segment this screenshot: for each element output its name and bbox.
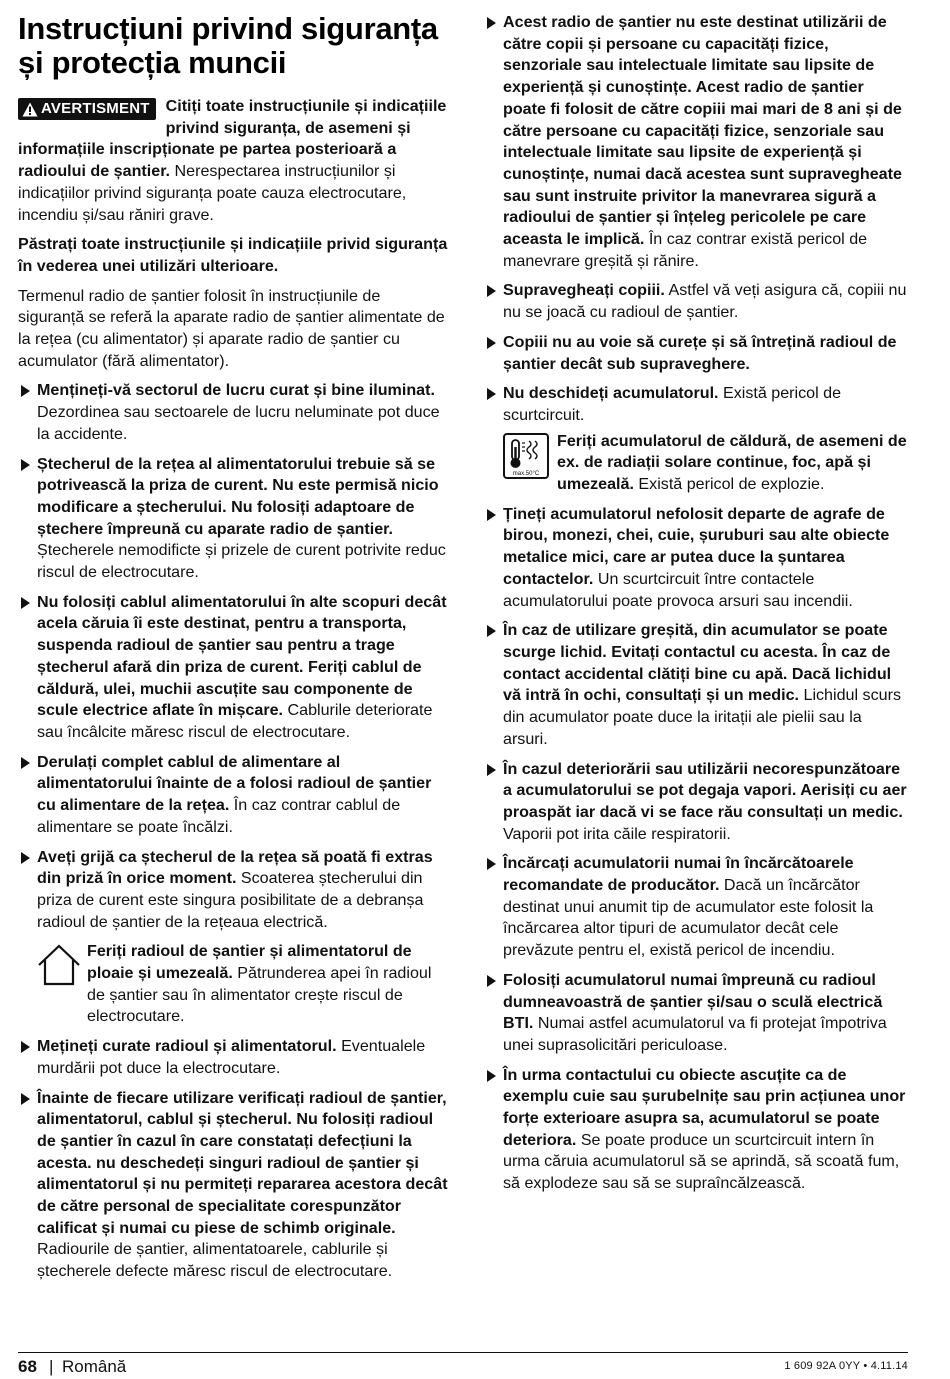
bullet-arrow-icon: [21, 597, 30, 609]
item-text: Eventualele murdării pot duce la electrocutare.: [37, 1037, 426, 1077]
item-bold: Nu deschideți acumulatorul.: [503, 384, 719, 403]
item-text: Radiourile de șantier, alimentatoarele, cablurile și ștecherele defecte măresc riscul de electrocutare.: [37, 1240, 393, 1281]
bullet-arrow-icon: [21, 385, 30, 397]
item-bold: Acest radio de șantier nu este destinat utilizării de către copii și persoane cu capacități fizice, senzoriale sau intelectuale limitate sau lipsite de experiență și cunoștințe. Acest radio de șantier poate fi folosit de către copiii mai mari de 8 ani și de către persoane cu capacități fizice, senzoriale sau intelectuale limitate sau lipsite de experiență și cunoștințe, numai dacă acestea sunt supravegheate sau sunt instruite privitor la manevrarea sigură a radioului de șantier și înțeleg pericolele pe care aceasta le implică.: [503, 13, 902, 249]
item-bold: Mențineți-vă sectorul de lucru curat și bine iluminat.: [37, 381, 435, 400]
bullet-arrow-icon: [21, 1093, 30, 1105]
warning-block: [18, 96, 448, 226]
bullet-arrow-icon: [21, 852, 30, 864]
rain-note-text: Pătrunderea apei în radioul de șantier sau în alimentator crește riscul de electrocutare.: [87, 964, 432, 1026]
warning-triangle-icon: [22, 102, 38, 117]
warning-badge: [18, 98, 156, 120]
item-text: Dezordinea sau sectoarele de lucru neluminate pot duce la accidente.: [37, 403, 440, 443]
house-icon: [37, 943, 81, 987]
bullet-arrow-icon: [487, 337, 496, 349]
list-item: [484, 1065, 908, 1195]
bullet-arrow-icon: [487, 975, 496, 987]
list-item: [484, 12, 908, 272]
page-footer: [18, 1352, 908, 1379]
item-bold: În urma contactului cu obiecte ascuțite ca de exemplu cuie sau șurubelnițe sau prin acțiunea unor forțe exterioare asupra sa, acumulatorul se poate deteriora.: [503, 1065, 906, 1149]
bullet-arrow-icon: [487, 17, 496, 29]
bullet-arrow-icon: [487, 388, 496, 400]
item-text: Astfel vă veți asigura că, copiii nu nu se joacă cu radioul de șantier.: [503, 281, 907, 322]
intro-text: Nerespectarea instrucțiunilor și indicațiilor privind siguranța poate cauza electrocutare, incendiu și/sau răniri grave.: [18, 162, 407, 224]
bullet-arrow-icon: [21, 1041, 30, 1053]
item-text: Ștecherele nemodificte și prizele de curent potrivite reduc riscul de electrocutare.: [37, 541, 446, 582]
item-bold: Copiii nu au voie să curețe și să întrețină radioul de șantier decât sub supraveghere.: [503, 332, 897, 373]
bullet-arrow-icon: [487, 509, 496, 521]
list-item: [18, 1088, 448, 1283]
keep-instructions-text: Păstrați toate instrucțiunile și indicațiile privid siguranța în vederea unei utilizări ulterioare.: [18, 235, 448, 275]
list-item: [18, 592, 448, 744]
item-bold: Folosiți acumulatorul numai împreună cu radioul dumneavoastră de șantier și/sau o sculă electrică BTI.: [503, 970, 883, 1033]
item-bold: Nu folosiți cablul alimentatorului în alte scopuri decât acela căruia îi este destinat, pentru a transporta, suspenda radioul de șantier sau pentru a trage ștecherul afară din priza de curent. Feriți cablul de căldură, ulei, muchii ascuțite sau componente de scule electrice aflate în mișcare.: [37, 592, 447, 720]
page-title: Instrucțiuni privind siguranța și protecția muncii: [18, 11, 438, 80]
footer-separator: |: [49, 1357, 54, 1376]
item-text: Cablurile deteriorate sau încâlcite măresc riscul de electrocutare.: [37, 701, 433, 741]
item-bold: Ștecherul de la rețea al alimentatorului trebuie să se potrivească la priza de curent. Nu este permisă nicio modificare a ștecherului. Nu folosiți adaptoare de ștechere împreună cu aparate radio de șantier.: [37, 454, 439, 538]
heat-note-text: Există pericol de explozie.: [633, 475, 825, 494]
list-item: [484, 332, 908, 375]
item-text: Se poate produce un scurtcircuit intern în urma căruia acumulatorul să se aprindă, să scoată fum, să explodeze sau să se supraîncălzească.: [503, 1130, 900, 1193]
page-number: 68: [18, 1357, 37, 1376]
list-item: [484, 759, 908, 846]
item-text: Scoaterea ștecherului din priza de curent este singura posibilitate de a debranșa radioul de șantier de la rețeaua electrică.: [37, 869, 424, 931]
footer-language: Română: [62, 1357, 127, 1376]
list-item: [484, 620, 908, 750]
item-bold: Încărcați acumulatorii numai în încărcătoarele recomandate de producător.: [503, 854, 854, 895]
list-item: [484, 504, 908, 613]
document-code: 1 609 92A 0YY • 4.11.14: [784, 1360, 908, 1372]
item-text: Numai astfel acumulatorul va fi protejat împotriva unei suprasolicitări periculoase.: [503, 1014, 887, 1054]
left-column: [18, 12, 448, 1291]
item-bold: În caz de utilizare greșită, din acumulator se poate scurge lichid. Evitați contactul cu acesta. În caz de contact accidental clătiți bine cu apă. Dacă lichidul vă intră în ochi, consultați și un medic.: [503, 621, 892, 705]
item-text: Un scurtcircuit între contactele acumulatorului poate provoca arsuri sau incendii.: [503, 569, 853, 610]
item-text: Dacă un încărcător destinat unui anumit tip de acumulator este folosit la încărcarea altor tipuri de acumulator decât cele prevăzute pentru el, există pericol de incendiu.: [503, 876, 874, 960]
item-text: În caz contrar există pericol de manevrare greșită și rănire.: [503, 230, 868, 270]
intro-bold: Citiți toate instrucțiunile și indicațiile privind siguranța, de asemeni și informațiile inscripționate pe partea posterioară a radioului de șantier.: [18, 97, 447, 181]
item-text: Există pericol de scurtcircuit.: [503, 384, 842, 424]
bullet-arrow-icon: [487, 1070, 496, 1082]
list-item: [484, 280, 908, 323]
rain-note-bold: Feriți radioul de șantier și alimentatorul de ploaie și umezeală.: [87, 942, 412, 983]
item-bold: Mețineți curate radioul și alimentatorul.: [37, 1037, 337, 1056]
bullet-arrow-icon: [21, 459, 30, 471]
item-bold: Înainte de fiecare utilizare verificați radioul de șantier, alimentatorul, cablul și ștecherul. Nu folosiți radioul de șantier în cazul în care constatați defecțiuni la acesta. nu deschedeți singuri radioul de șantier și alimentatorul și nu permiteți repararea acestora decât de către personal de specialitate corespunzător calificat și numai cu piese de schimb originale.: [37, 1088, 448, 1237]
list-item: [484, 970, 908, 1057]
term-definition: Termenul radio de șantier folosit în instrucțiunile de siguranță se referă la aparate radio de șantier alimentate de la rețea (cu alimentator) și aparate radio de șantier cu acumulator (fără alimentator).: [18, 286, 445, 370]
temperature-icon: [503, 433, 549, 479]
list-item: [18, 752, 448, 839]
keep-instructions: [18, 234, 448, 277]
list-item: [484, 853, 908, 962]
heat-note-bold: Feriți acumulatorul de căldură, de asemeni de ex. de radiații solare continue, foc, apă și umezeală.: [557, 431, 907, 494]
heat-note: [503, 431, 908, 496]
list-item: [18, 380, 448, 445]
list-item: [18, 454, 448, 584]
rain-note: [37, 941, 448, 1028]
bullet-arrow-icon: [21, 757, 30, 769]
bullet-arrow-icon: [487, 764, 496, 776]
bullet-arrow-icon: [487, 625, 496, 637]
item-bold: Țineți acumulatorul nefolosit departe de agrafe de birou, monezi, chei, cuie, șuruburi sau alte obiecte metalice mici, care ar putea duce la șuntarea contactelor.: [503, 504, 890, 588]
item-bold: Supravegheați copiii.: [503, 281, 665, 300]
item-bold: Aveți grijă ca ștecherul de la rețea să poată fi extras din priză în orice moment.: [37, 847, 433, 888]
right-column: [484, 12, 908, 1203]
item-text: În caz contrar cablul de alimentare se poate încălzi.: [37, 796, 401, 836]
item-bold: Derulați complet cablul de alimentare al alimentatorului înainte de a folosi radioul de șantier cu alimentare de la rețea.: [37, 752, 432, 815]
bullet-arrow-icon: [487, 285, 496, 297]
list-item: [18, 1036, 448, 1079]
item-bold: În cazul deteriorării sau utilizării necorespunzătoare a acumulatorului se pot degaja vapori. Aerisiți cu aer proaspăt iar dacă vi se face rău consultați un medic.: [503, 759, 907, 821]
warning-label: AVERTISMENT: [41, 100, 150, 117]
item-text: Lichidul scurs din acumulator poate duce la iritații ale pielii sau la arsuri.: [503, 686, 901, 748]
temperature-label: max.50°C: [512, 470, 540, 477]
list-item: [18, 847, 448, 934]
bullet-arrow-icon: [487, 858, 496, 870]
list-item: [484, 383, 908, 426]
item-text: Vaporii pot irita căile respiratorii.: [503, 824, 731, 843]
